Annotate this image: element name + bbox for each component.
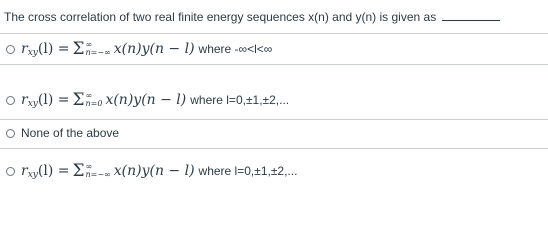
answer-option-2[interactable]: [0, 85, 548, 115]
sum-upper-limit: ∞: [85, 162, 93, 171]
answer-blank: [442, 9, 500, 21]
divider: [0, 64, 548, 65]
option-2-condition: where l=0,±1,±2,...: [190, 93, 290, 107]
option-1-formula: [21, 39, 195, 59]
answer-option-1[interactable]: [0, 34, 548, 64]
sum-lower-limit: n=0: [85, 99, 103, 108]
summation-limits: [86, 163, 111, 179]
option-3-label: None of the above: [21, 126, 120, 140]
summation-limits: [86, 92, 103, 108]
option-1-content: [21, 39, 272, 59]
sum-lower-limit: n=−∞: [85, 48, 111, 57]
formula-subscript: xy: [27, 99, 38, 109]
option-1-condition: where -∞<l<∞: [198, 42, 273, 56]
radio-button-4[interactable]: [6, 167, 15, 176]
formula-lhs: r: [21, 163, 28, 179]
summation-icon: Σ: [72, 39, 85, 59]
formula-summand: x(n)y(n − l): [105, 92, 187, 108]
question-text: [4, 9, 500, 25]
formula-argument: (l) =: [37, 92, 70, 108]
answer-option-4[interactable]: [0, 156, 548, 186]
formula-summand: x(n)y(n − l): [113, 163, 195, 179]
option-4-formula: [21, 161, 195, 181]
option-3-content: [21, 126, 119, 140]
formula-subscript: xy: [27, 48, 38, 58]
sum-lower-limit: n=−∞: [85, 170, 111, 179]
option-4-condition: where l=0,±1,±2,...: [198, 164, 298, 178]
summation-icon: Σ: [72, 161, 85, 181]
summation-limits: [86, 41, 111, 57]
formula-summand: x(n)y(n − l): [113, 41, 195, 57]
summation-icon: Σ: [72, 90, 85, 110]
option-2-content: [21, 90, 289, 110]
radio-button-2[interactable]: [6, 96, 15, 105]
radio-button-3[interactable]: [6, 129, 15, 138]
question-prompt: The cross correlation of two real finite energy sequences x(n) and y(n) is given as: [4, 10, 437, 24]
formula-argument: (l) =: [37, 163, 70, 179]
sum-upper-limit: ∞: [85, 40, 93, 49]
formula-lhs: r: [21, 41, 28, 57]
formula-subscript: xy: [27, 170, 38, 180]
option-4-content: [21, 161, 297, 181]
formula-argument: (l) =: [37, 41, 70, 57]
formula-lhs: r: [21, 92, 28, 108]
radio-button-1[interactable]: [6, 45, 15, 54]
sum-upper-limit: ∞: [85, 91, 93, 100]
option-2-formula: [21, 90, 186, 110]
divider: [0, 148, 548, 149]
answer-option-3[interactable]: [0, 118, 548, 148]
